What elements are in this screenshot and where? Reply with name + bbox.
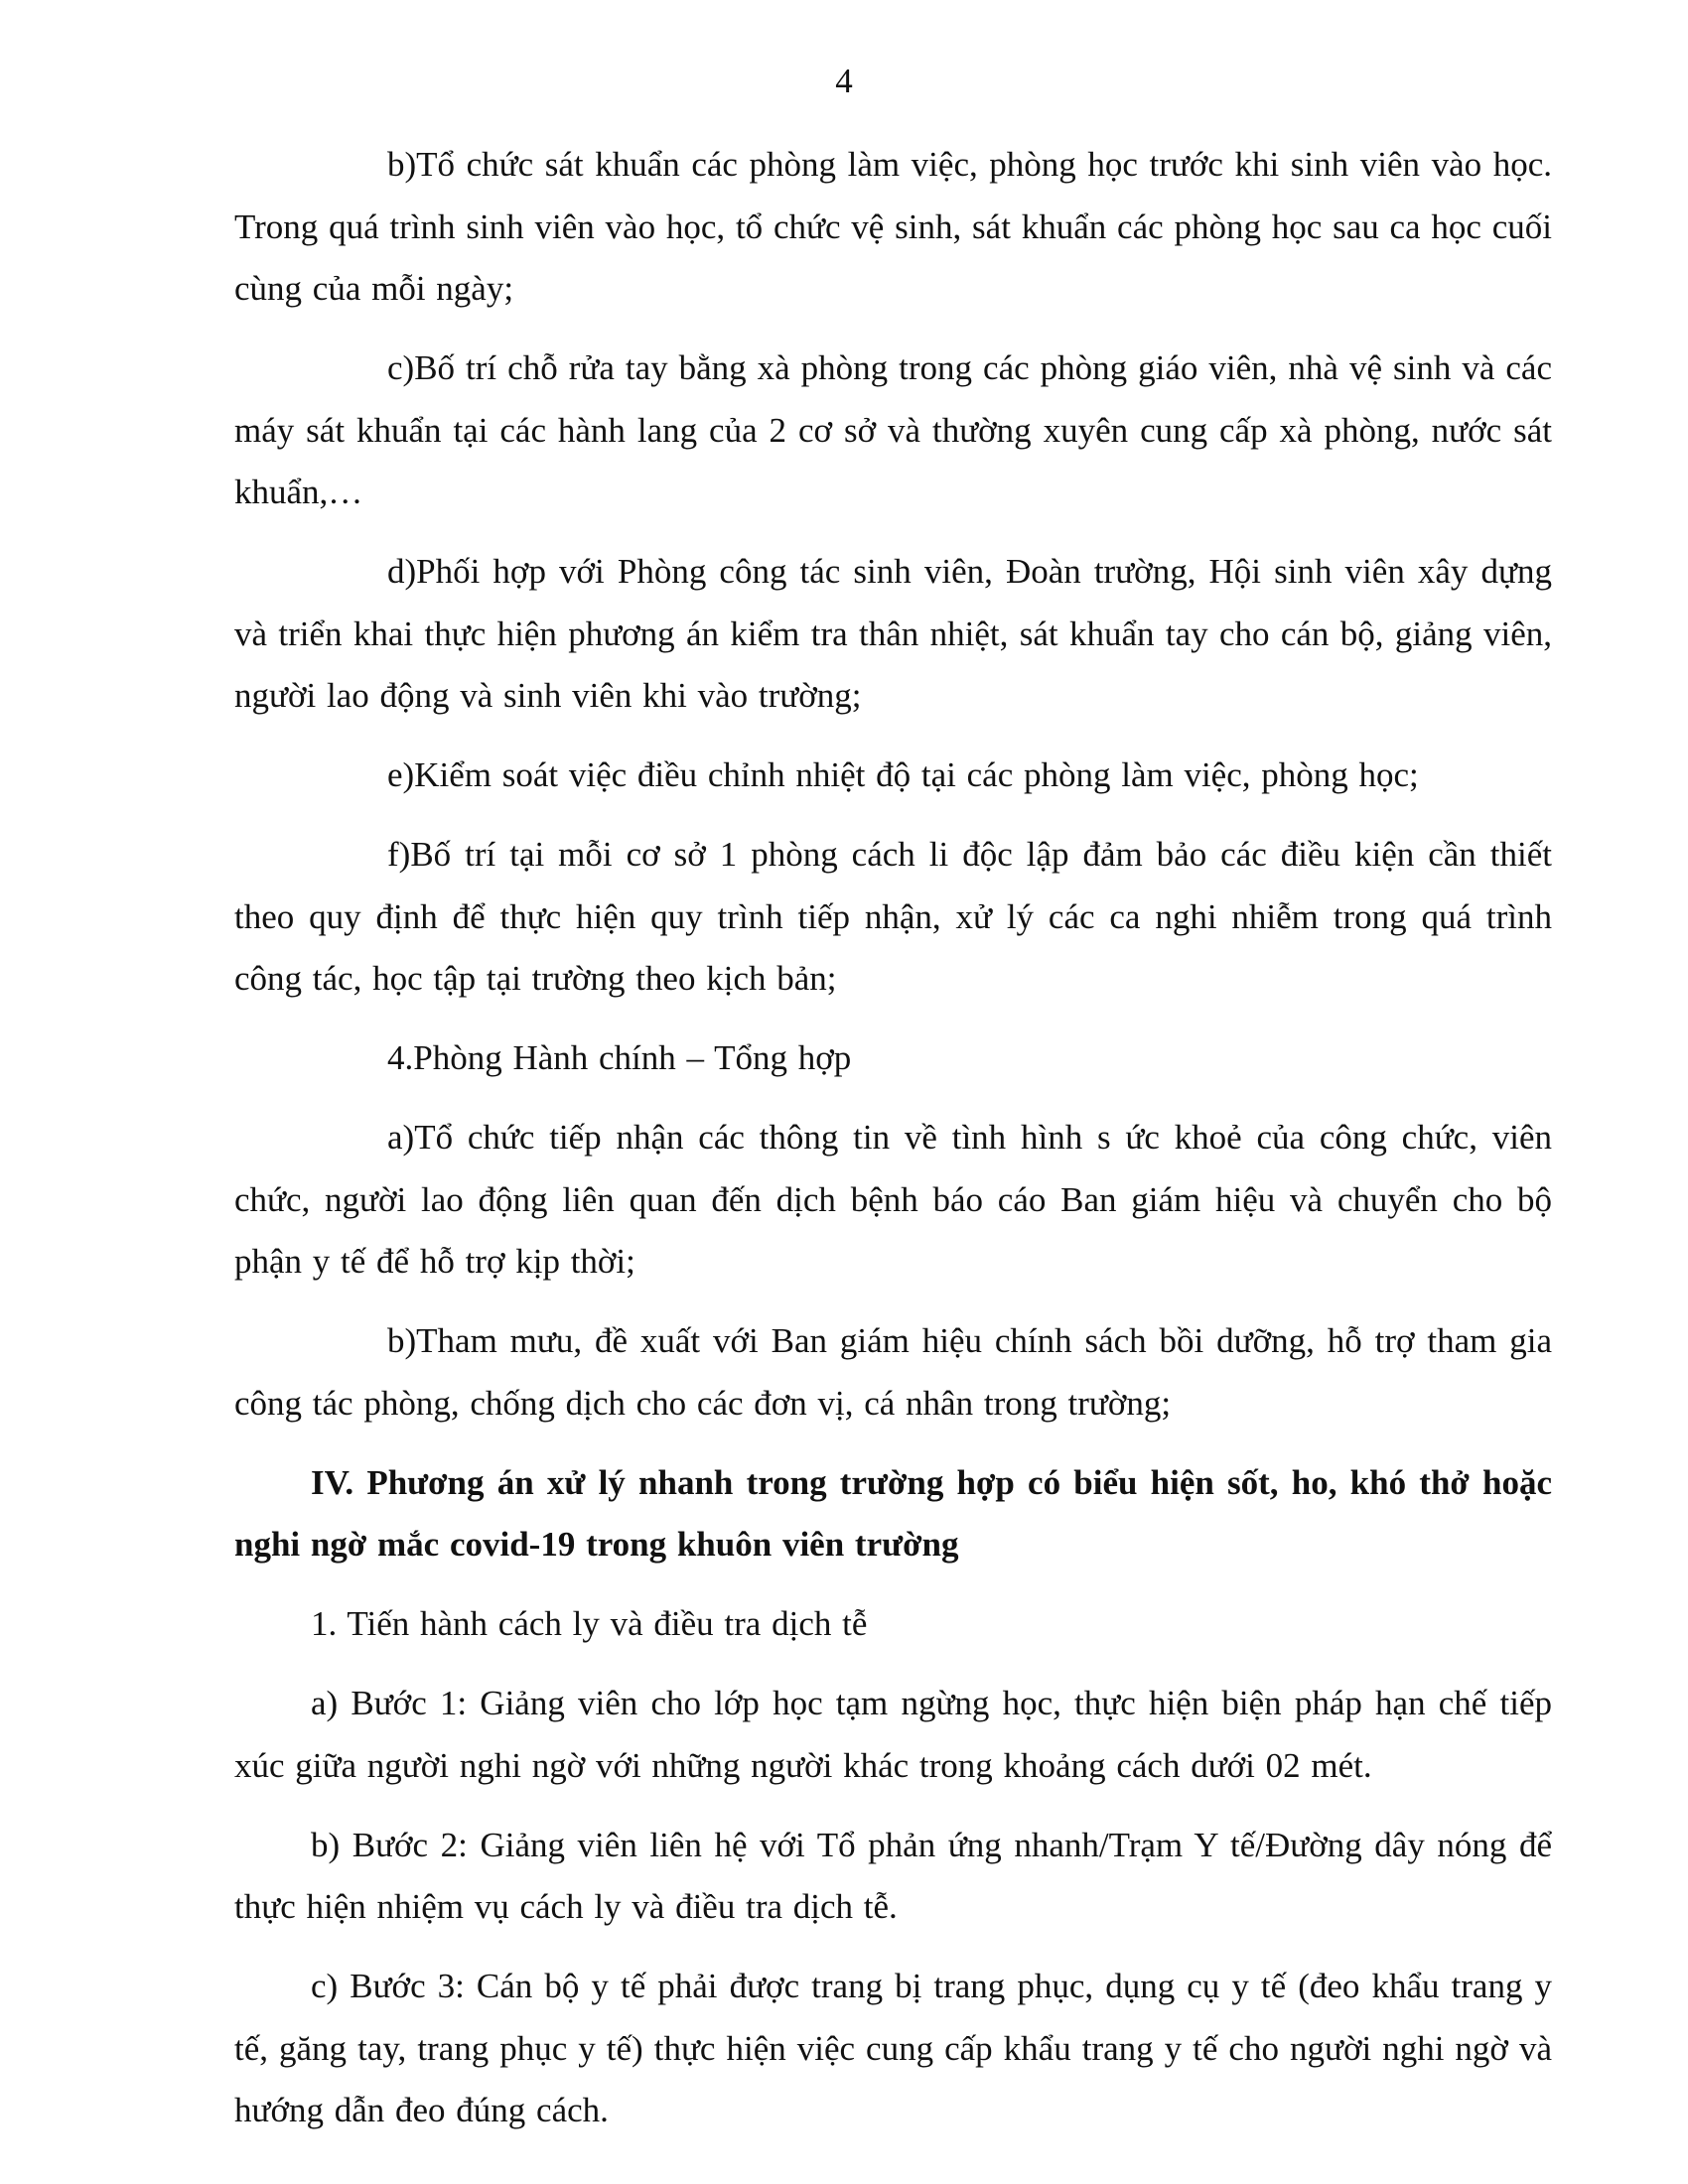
item-text: Tham mưu, đề xuất với Ban giám hiệu chính sách bồi dưỡng, hỗ trợ tham gia công tác phòng, chống dịch cho các đơn vị, cá nhân trong trường; (234, 1321, 1552, 1423)
subsection-heading (234, 1027, 1552, 1090)
step-item: a) Bước 1: Giảng viên cho lớp học tạm ngừng học, thực hiện biện pháp hạn chế tiếp xúc giữa người nghi ngờ với những người khác trong khoảng cách dưới 02 mét. (234, 1684, 1552, 1785)
item-label: d) (387, 552, 417, 591)
step-heading: 1. Tiến hành cách ly và điều tra dịch tễ (311, 1604, 868, 1643)
list-item (234, 134, 1552, 321)
item-label: f) (387, 835, 411, 874)
list-item (234, 824, 1552, 1011)
list-item (234, 541, 1552, 728)
list-item (234, 745, 1552, 807)
item-label: 4. (387, 1038, 414, 1077)
item-text: Phòng Hành chính – Tổng hợp (413, 1038, 852, 1077)
item-text: Bố trí tại mỗi cơ sở 1 phòng cách li độc lập đảm bảo các điều kiện cần thiết theo quy định để thực hiện quy trình tiếp nhận, xử lý các ca nghi nhiễm trong quá trình công tác, học tập tại trường theo kịch bản; (234, 835, 1552, 998)
item-text: Phối hợp với Phòng công tác sinh viên, Đoàn trường, Hội sinh viên xây dựng và triển khai thực hiện phương án kiểm tra thân nhiệt, sát khuẩn tay cho cán bộ, giảng viên, người lao động và sinh viên khi vào trường; (234, 552, 1552, 715)
item-text: Tổ chức sát khuẩn các phòng làm việc, phòng học trước khi sinh viên vào học. Trong quá trình sinh viên vào học, tổ chức vệ sinh, sát khuẩn các phòng học sau ca học cuối cùng của mỗi ngày; (234, 145, 1552, 308)
item-text: Kiểm soát việc điều chỉnh nhiệt độ tại các phòng làm việc, phòng học; (414, 755, 1419, 794)
list-item (234, 338, 1552, 524)
item-label: a) (387, 1118, 415, 1157)
list-item (234, 1310, 1552, 1434)
section-heading: IV. Phương án xử lý nhanh trong trường hợp có biểu hiện sốt, ho, khó thở hoặc nghi ngờ mắc covid-19 trong khuôn viên trường (234, 1462, 1552, 1564)
list-item (234, 1107, 1552, 1294)
item-text: Bố trí chỗ rửa tay bằng xà phòng trong các phòng giáo viên, nhà vệ sinh và các máy sát khuẩn tại các hành lang của 2 cơ sở và thường xuyên cung cấp xà phòng, nước sát khuẩn,… (234, 348, 1552, 511)
item-label: e) (387, 755, 415, 794)
page-number: 4 (835, 62, 853, 100)
item-label: b) (387, 1321, 417, 1360)
item-text: Tổ chức tiếp nhận các thông tin về tình hình s ức khoẻ của công chức, viên chức, người lao động liên quan đến dịch bệnh báo cáo Ban giám hiệu và chuyển cho bộ phận y tế để hỗ trợ kịp thời; (234, 1118, 1552, 1281)
item-label: c) (387, 348, 415, 387)
step-item: c) Bước 3: Cán bộ y tế phải được trang bị trang phục, dụng cụ y tế (đeo khẩu trang y tế, găng tay, trang phục y tế) thực hiện việc cung cấp khẩu trang y tế cho người nghi ngờ và hướng dẫn đeo đúng cách. (234, 1967, 1552, 2129)
step-item: b) Bước 2: Giảng viên liên hệ với Tổ phản ứng nhanh/Trạm Y tế/Đường dây nóng để thực hiện nhiệm vụ cách ly và điều tra dịch tễ. (234, 1825, 1552, 1926)
document-body (234, 134, 1552, 2159)
item-label: b) (387, 145, 417, 184)
